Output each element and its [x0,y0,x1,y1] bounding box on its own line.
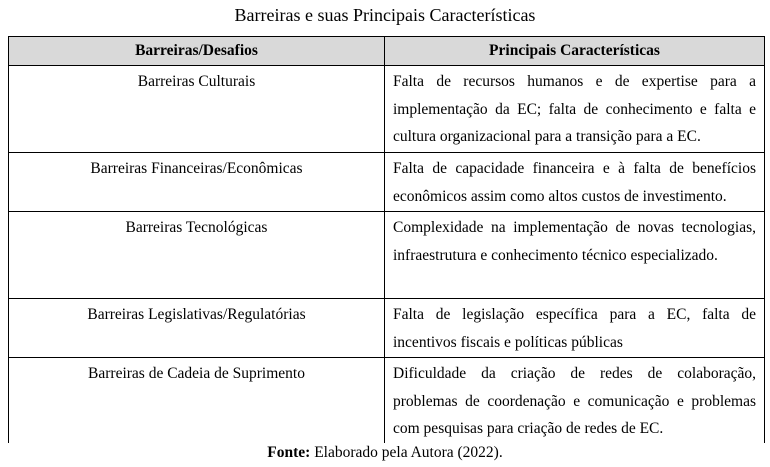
table-row [9,66,765,153]
header-characteristics: Principais Características [385,37,765,66]
barrier-cell: Barreiras Tecnológicas [9,212,385,299]
description-cell: Falta de legislação específica para a EC, falta de incentivos fiscais e políticas públicas [385,299,765,358]
description-cell: Dificuldade da criação de redes de colaboração, problemas de coordenação e comunicação e problemas com pesquisas para criação de redes de EC. [385,358,765,443]
source-text: Elaborado pela Autora (2022). [310,444,503,461]
barriers-table [8,36,765,443]
description-cell: Complexidade na implementação de novas tecnologias, infraestrutura e conhecimento técnico especializado. [385,212,765,299]
barrier-cell: Barreiras de Cadeia de Suprimento [9,358,385,443]
source-label: Fonte: [267,444,311,461]
table-row [9,299,765,358]
description-cell: Falta de recursos humanos e de expertise para a implementação da EC; falta de conhecimento e falta e cultura organizacional para a transição para a EC. [385,66,765,153]
table-row [9,153,765,212]
table-row [9,358,765,443]
table-title: Barreiras e suas Principais Características [234,5,536,25]
header-barriers: Barreiras/Desafios [9,37,385,66]
table-row [9,212,765,299]
table-header-row [9,37,765,66]
description-cell: Falta de capacidade financeira e à falta de benefícios econômicos assim como altos custos de investimento. [385,153,765,212]
barrier-cell: Barreiras Legislativas/Regulatórias [9,299,385,358]
barrier-cell: Barreiras Financeiras/Econômicas [9,153,385,212]
barrier-cell: Barreiras Culturais [9,66,385,153]
source-note [0,443,770,463]
